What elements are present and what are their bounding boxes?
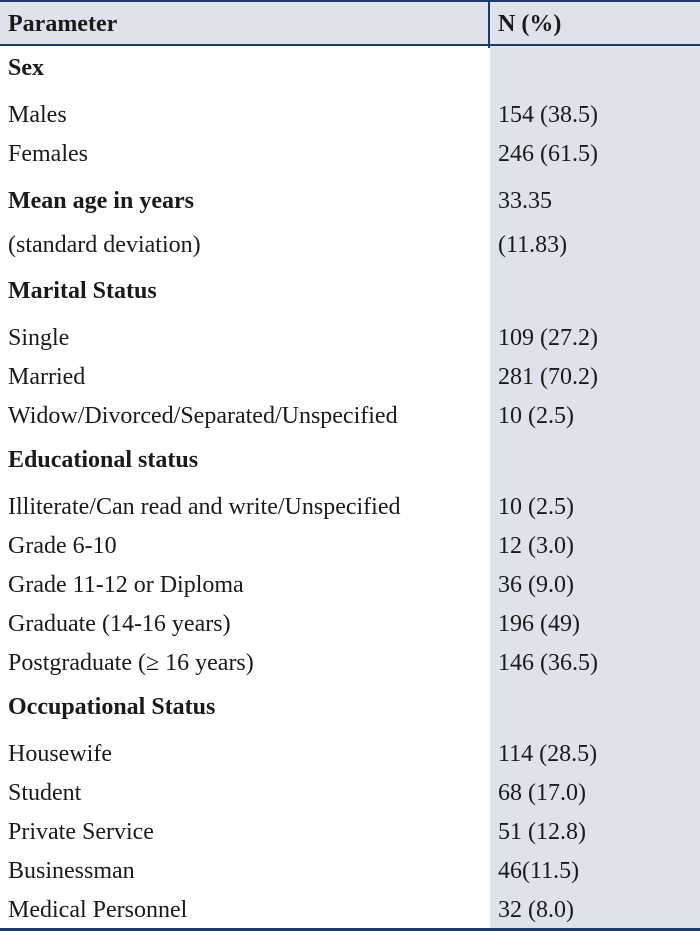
row-label: Postgraduate (≥ 16 years) bbox=[8, 650, 254, 676]
row-label: Medical Personnel bbox=[8, 897, 188, 923]
row-label: Businessman bbox=[8, 858, 135, 884]
row-label: Housewife bbox=[8, 741, 112, 767]
row-value: 32 (8.0) bbox=[498, 897, 574, 923]
row-value: 10 (2.5) bbox=[498, 403, 574, 429]
row-value: 281 (70.2) bbox=[498, 364, 598, 390]
row-label: Widow/Divorced/Separated/Unspecified bbox=[8, 403, 398, 429]
row-value: 10 (2.5) bbox=[498, 494, 574, 520]
row-value: 33.35 bbox=[498, 188, 552, 214]
row-label: Student bbox=[8, 780, 82, 806]
header-divider bbox=[488, 2, 490, 48]
row-value: 154 (38.5) bbox=[498, 102, 598, 128]
row-value: 51 (12.8) bbox=[498, 819, 586, 845]
section-heading: Marital Status bbox=[8, 278, 157, 304]
row-value: 36 (9.0) bbox=[498, 572, 574, 598]
row-label: Grade 6-10 bbox=[8, 533, 117, 559]
row-label: Females bbox=[8, 141, 88, 167]
row-value: 114 (28.5) bbox=[498, 741, 598, 767]
row-label: Single bbox=[8, 325, 70, 351]
row-label: Illiterate/Can read and write/Unspecified bbox=[8, 494, 401, 520]
header-parameter: Parameter bbox=[8, 11, 118, 37]
row-label: Married bbox=[8, 364, 86, 390]
row-value: (11.83) bbox=[498, 232, 568, 258]
row-label: Graduate (14-16 years) bbox=[8, 611, 231, 637]
row-value: 68 (17.0) bbox=[498, 780, 586, 806]
section-heading: Educational status bbox=[8, 447, 199, 473]
row-value: 12 (3.0) bbox=[498, 533, 574, 559]
row-value: 46(11.5) bbox=[498, 858, 580, 884]
row-label: Males bbox=[8, 102, 67, 128]
section-heading: Mean age in years bbox=[8, 188, 194, 214]
row-value: 109 (27.2) bbox=[498, 325, 598, 351]
section-heading: Sex bbox=[8, 55, 44, 81]
row-value: 196 (49) bbox=[498, 611, 580, 637]
header-n-percent: N (%) bbox=[498, 11, 562, 37]
row-label: Grade 11-12 or Diploma bbox=[8, 572, 244, 598]
section-heading: Occupational Status bbox=[8, 694, 216, 720]
row-label: Private Service bbox=[8, 819, 154, 845]
row-value: 246 (61.5) bbox=[498, 141, 598, 167]
row-label: (standard deviation) bbox=[8, 232, 201, 258]
row-value: 146 (36.5) bbox=[498, 650, 598, 676]
